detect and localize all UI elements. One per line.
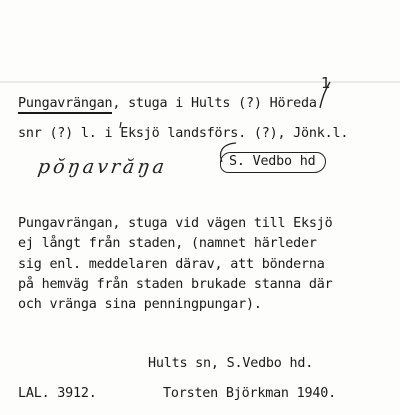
headword-underline: [18, 112, 112, 114]
location-line: snr (?) l. i Eksjö landsförs. (?), Jönk.l.: [18, 126, 349, 141]
description-line: Pungavrängan, stuga vid vägen till Eksjö: [18, 216, 333, 231]
superscript-number: 1: [321, 74, 331, 92]
place-line: Hults sn, S.Vedbo hd.: [148, 356, 314, 371]
archive-id: LAL. 3912.: [18, 386, 97, 401]
description-text: [18, 214, 394, 315]
description-line: sig enl. meddelaren därav, att bönderna: [18, 256, 325, 272]
header-rest: , stuga i Hults (?) Höreda: [112, 96, 317, 111]
description-line: ej långt från staden, (namnet härleder: [18, 236, 317, 252]
description-line: på hemväg från staden brukade stanna där: [18, 276, 333, 292]
circled-district: S. Vedbo hd: [220, 152, 326, 173]
header-line: [18, 96, 317, 112]
headword: [18, 96, 112, 111]
author-line: Torsten Björkman 1940.: [163, 386, 336, 401]
description-line: och vränga sina penningpungar).: [18, 297, 262, 313]
headword-text: Pungavrängan: [18, 96, 113, 111]
handwritten-headword: pŏŋavrăŋa: [36, 156, 169, 178]
